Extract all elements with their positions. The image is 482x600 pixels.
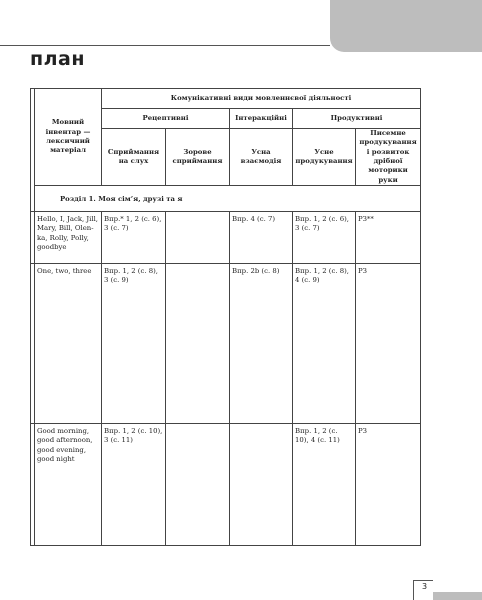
speaking-cell: Впр. 1, 2 (с. 8), 4 (с. 9) — [293, 264, 356, 424]
writing-cell: РЗ — [356, 264, 421, 424]
writing-cell: РЗ — [356, 424, 421, 546]
header-vocabulary: Мовний інвентар — лексичний матеріал — [35, 89, 102, 186]
vocab-cell: Good morning, good afternoon, good evening, good night — [35, 424, 102, 546]
table-row — [31, 424, 421, 546]
page-number: 3 — [422, 582, 428, 591]
speaking-cell: Впр. 1, 2 (с. 6), 3 (с. 7) — [293, 212, 356, 264]
listening-cell: Впр. 1, 2 (с. 8), 3 (с. 9) — [102, 264, 166, 424]
reading-cell — [166, 264, 230, 424]
header-interaction: Усна взаємодія — [230, 129, 293, 186]
header-speaking: Усне продукування — [293, 129, 356, 186]
header-rule — [0, 0, 330, 46]
vocab-cell: One, two, three — [35, 264, 102, 424]
footer-tab — [433, 592, 482, 600]
header-receptive: Рецептивні — [102, 109, 230, 129]
header-activities: Комунікативні види мовленнєвої діяльності — [102, 89, 421, 109]
interaction-cell: Впр. 4 (с. 7) — [230, 212, 293, 264]
corner-tab — [330, 0, 482, 52]
plan-table — [30, 88, 421, 546]
section-title: Розділ 1. Моя сім’я, друзі та я — [35, 186, 421, 212]
listening-cell: Впр. 1, 2 (с. 10), 3 (с. 11) — [102, 424, 166, 546]
reading-cell — [166, 212, 230, 264]
header-listening: Сприймання на слух — [102, 129, 166, 186]
header-writing: Писемне продукування і розвиток дрібної моторики руки — [356, 129, 421, 186]
writing-cell: РЗ** — [356, 212, 421, 264]
speaking-cell: Впр. 1, 2 (с. 10), 4 (с. 11) — [293, 424, 356, 546]
reading-cell — [166, 424, 230, 546]
header-productive: Продуктивні — [293, 109, 421, 129]
table-row — [31, 264, 421, 424]
vocab-cell: Hello, I, Jack, Jill, Mary, Bill, Olen-ka, Rolly, Polly, goodbye — [35, 212, 102, 264]
header-interactive: Інтеракційні — [230, 109, 293, 129]
interaction-cell — [230, 424, 293, 546]
table-row — [31, 212, 421, 264]
page-title: план — [30, 48, 85, 70]
header-reading: Зорове сприймання — [166, 129, 230, 186]
listening-cell: Впр.* 1, 2 (с. 6), 3 (с. 7) — [102, 212, 166, 264]
interaction-cell: Впр. 2b (с. 8) — [230, 264, 293, 424]
